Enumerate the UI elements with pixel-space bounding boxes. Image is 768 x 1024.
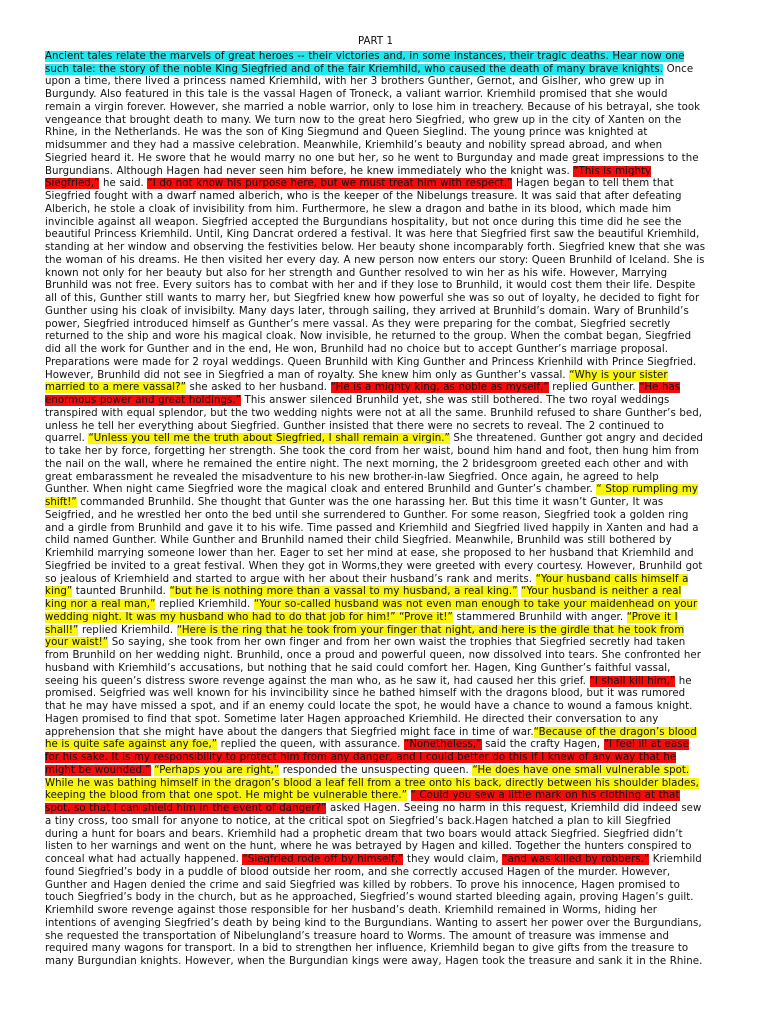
narrative-text: responded the unsuspecting queen. [279, 764, 473, 776]
red-highlighted-quote: “This is mighty Siegfried,” [45, 165, 652, 190]
yellow-highlighted-quote: “Because of the dragon’s blood he is quite safe against any foe,” [45, 726, 697, 751]
narrative-text: She threatened. Gunther got angry and decided to take her by force, forgetting her strength. She took the cord from her waist, bound him hand and foot, then hung him from the nail on the wall, where he remained the entire night. The next morning, the 2 bridesgroom greeted each other and with great embarassment he revealed the misadventure to his new brother-in-law Siegfried. Once again, he agreed to help Gunther. When night came Siegfried wore the magical cloak and entered Brunhild and Gunter’s chamber. [45, 433, 704, 496]
narrative-text: taunted Brunhild. [72, 586, 170, 598]
narrative-text: replied Gunther. [548, 382, 640, 394]
narrative-text: This answer silenced Brunhild yet, she was still bothered. The two royal weddings transpired with equal splendor, but the two wedding nights were not at all the same. Brunhild refused to share Gunther’s bed, unless he tell her everything about Siegfried. Gunther insisted that there were no secrets to reveal. The 2 continued to quarrel. [45, 395, 703, 445]
narrative-text: commanded Brunhild. She thought that Gunter was the one harassing her. But this time it wasn’t Gunter, It was Seigfried, and he wrestled her onto the bed until she surrendered to Gunther. For some reason, Siegfried took a golden ring and a girdle from Brunhild and gave it to his wife. Time passed and Kriemhild and Siegfried lived happily in Xanten and had a child named Gunther. While Gunther and Brunhild named their child Siegfried. Meanwhile, Brunhild was still bothered by Kriemhild marrying someone lower than her. Eager to set her mind at ease, she proposed to her husband that Kriemhild and Siegfried be invited to a great festival. When they got in Worms,they were greeted with every courtesy. However, Brunhild got so jealous of Kriemhield and started to argue with her about their husband’s rank and merits. [45, 497, 703, 585]
narrative-text: So saying, she took from her own finger and from her own waist the trophies that Siegfried secretly had taken from Brunhild on her wedding night. Brunhild, once a proud and powerful queen, now dissolved into tears. She confronted her husband with Kriemhild’s accusations, but nothing that he said could comfort her. Hagen, King Gunther’s faithful vassal, seeing his queen’s distress swore revenge against the man who, as he saw it, had caused her this grief. [45, 637, 701, 687]
story-body [45, 51, 706, 969]
narrative-text: they would claim, [403, 854, 503, 865]
narrative-text: replied Kriemhild. [78, 624, 177, 636]
red-highlighted-quote: “I do not know his purpose here, but we must treat him with respect.” [147, 178, 513, 190]
narrative-text: she asked to her husband. [185, 382, 331, 394]
red-highlighted-quote: “Siegfried rode off by himself,” [242, 854, 404, 865]
narrative-text: replied the queen, with assurance. [217, 739, 405, 751]
yellow-highlighted-quote: “Here is the ring that he took from your finger that night, and here is the girdle that he took from your waist!” [45, 624, 685, 649]
yellow-highlighted-quote: “ Stop rumpling my shift!” [45, 484, 698, 508]
narrative-text: he promised. Seigfried was well known for his invincibility since he bathed himself with the dragons blood, but it was rumored that he may have missed a spot, and if an enemy could locate the spot, he would have a chance to wound a famous knight. Hagen promised to find that spot. Sometime later Hagen approached Kriemhild. He directed their conversation to any apprehension that she might have about the dangers that Siegfried might face in time of war. [45, 675, 693, 738]
yellow-highlighted-quote: “Your husband calls himself a king” [45, 573, 689, 598]
highlighted-intro: Ancient tales relate the marvels of great heroes -- their victories and, in some instances, their tragic deaths. Hear now one such tale: the story of the noble King Siegfried and of the fair Kriemhild, who caused the death of many brave knights. [45, 50, 685, 75]
narrative-text: said the crafty Hagen, [481, 739, 604, 751]
red-highlighted-quote: “He is a mighty king, as noble as myself,” [330, 382, 549, 394]
yellow-highlighted-quote: “but he is nothing more than a vassal to my husband, a real king.” [169, 586, 518, 598]
yellow-highlighted-quote: “Why is your sister married to a mere vassal?” [45, 369, 668, 394]
red-highlighted-quote: “ Could you sew a little mark on his clothing at that spot, so that I can shield him in the event of danger?” [45, 790, 680, 814]
red-highlighted-quote: “Nonetheless,” [404, 739, 482, 751]
yellow-highlighted-quote: “He does have one small vulnerable spot. While he was bathing himself in the dragon’s blood a leaf fell from a tree onto his back, directly between his shoulder blades, keeping the blood from that one spot. He might be vulnerable there.” [45, 764, 699, 802]
yellow-highlighted-quote: “Prove it I shall!” [45, 611, 678, 636]
red-highlighted-quote: “I feel ill at ease for his sake. It is my responsibility to protect him from any danger, and I could better do this if I knew of any way that he might be wounded.” [45, 739, 689, 776]
yellow-highlighted-quote: “Perhaps you are right,” [154, 764, 280, 776]
yellow-highlighted-quote: “Your husband is neither a real king nor a real man,” [45, 586, 682, 610]
yellow-highlighted-quote: “Your so-called husband was not even man enough to take your maidenhead on your wedding night. It was my husband who had to do that job for him!” “Prove it!” [45, 599, 698, 623]
red-highlighted-quote: “I shall kill him,” [589, 675, 676, 687]
narrative-text: stammered Brunhild with anger. [452, 611, 627, 623]
red-highlighted-quote: “He has enormous power and great holdings.” [45, 382, 681, 406]
narrative-text: replied Kriemhild. [155, 599, 254, 610]
yellow-highlighted-quote: “Unless you tell me the truth about Siegfried, I shall remain a virgin.” [88, 433, 450, 445]
narrative-text: he said. [99, 178, 148, 190]
narrative-text: Hagen began to tell them that Siegfried fought with a dwarf named alberich, who is the keeper of the Nibelungs treasure. It was said that after defeating Alberich, he stole a cloak of invisibility from him. Furthermore, he slew a dragon and bathe in its blood, which made him invincible against all weapon. Siegfried accepted the Burgundians hospitality, but not once during this time did he see the beautiful Princess Kriemhild. Until, King Dancrat ordered a festival. It was here that Siegfried first saw the beautiful Kriemhild, standing at her window and observing the festivities below. Her beauty shone incomparably forth. Siegfried knew that she was the woman of his dreams. He then visited her every day. A new person now enters our story: Queen Brunhild of Iceland. She is known not only for her beauty but also for her strength and Gunther resolved to win her as his wife. However, Marrying Brunhild was not free. Every suitors has to combat with her and if they lose to Brunhild, it would cost them their life. Despite all of this, Gunther still wants to marry her, but Siegfried knew how powerful she was so out of loyalty, he decided to fight for Gunther using his cloak of invisibilty. Many days later, through sailing, they arrived at Brunhild’s domain. Wary of Brunhild’s power, Siegfried introduced himself as Gunther’s mere vassal. As they were preparing for the combat, Siegfried secretly returned to the ship and wore his magical cloak. Now invisible, he returned to the group. When the combat began, Siegfried did all the work for Gunther and in the end, He won, Brunhild had no choice but to accept Gunther’s marriage proposal. Preparations were made for 2 royal weddings. Queen Brunhild with King Gunther and Princess Krienhild with Prince Siegfried. However, Brunhild did not see in Siegfried a man of royalty. She knew him only as Gunther’s vassal. [45, 178, 706, 381]
page-title: PART 1 [357, 36, 394, 47]
narrative-text: Once upon a time, there lived a princess named Kriemhild, with her 3 brothers Gunther, Gernot, and Gislher, who grew up in Burgundy. Also featured in this tale is the vassal Hagen of Troneck, a valiant warrior. Kriemhild promised that she would remain a virgin forever. However, she married a noble warrior, only to lose him in treachery. Because of his betrayal, she took vengeance that brought death to many. We turn now to the great hero Siegfried, who grew up in the city of Xanten on the Rhine, in the Netherlands. He was the son of King Siegmund and Queen Sieglind. The young prince was knighted at midsummer and they had a massive celebration. Meanwhile, Kriemhild’s beauty and nobility spread abroad, and when Siegried heard it. He swore that he would marry no one but her, so he went to Burgunday and made great impressions to the Burgundians. Although Hagen had never seen him before, he knew immediately who the knight was. [45, 63, 701, 177]
narrative-text: asked Hagen. Seeing no harm in this request, Kriemhild did indeed sew a tiny cross, too small for anyone to notice, at the critical spot on Siegfried’s back.Hagen hatched a plan to kill Siegfried during a hunt for boars and bears. Kriemhild had a prophetic dream that two boars would attack Siegfried. Siegfried didn’t listen to her warnings and went on the hunt, where he was betrayed by Hagen and killed. Together the hunters conspired to conceal what had actually happened. [45, 803, 702, 865]
narrative-text: Kriemhild found Siegfried’s body in a puddle of blood outside her room, and she correctly accused Hagen of the murder. However, Gunther and Hagen denied the crime and said Siegfried was killed by robbers. To prove his innocence, Hagen promised to touch Siegfried’s body in the church, but as he approached, Siegfried’s wound started bleeding again, proving Hagen’s guilt. Kriemhild swore revenge against those responsible for her husband’s death. Kriemhild remained in Worms, hiding her intentions of avenging Siegfried’s death by being kind to the Burgundians. Wanting to assert her power over the Burgundians, she requested the transportation of Nibelungland’s treasure hoard to Worms. The amount of treasure was immense and required many wagons for transport. In a bid to strengthen her influence, Kriemhild began to give gifts from the treasure to many Burgundian knights. However, when the Burgundian kings were away, Hagen took the treasure and sank it in the Rhine. [45, 854, 703, 967]
red-highlighted-quote: “and was killed by robbers.” [502, 854, 650, 865]
